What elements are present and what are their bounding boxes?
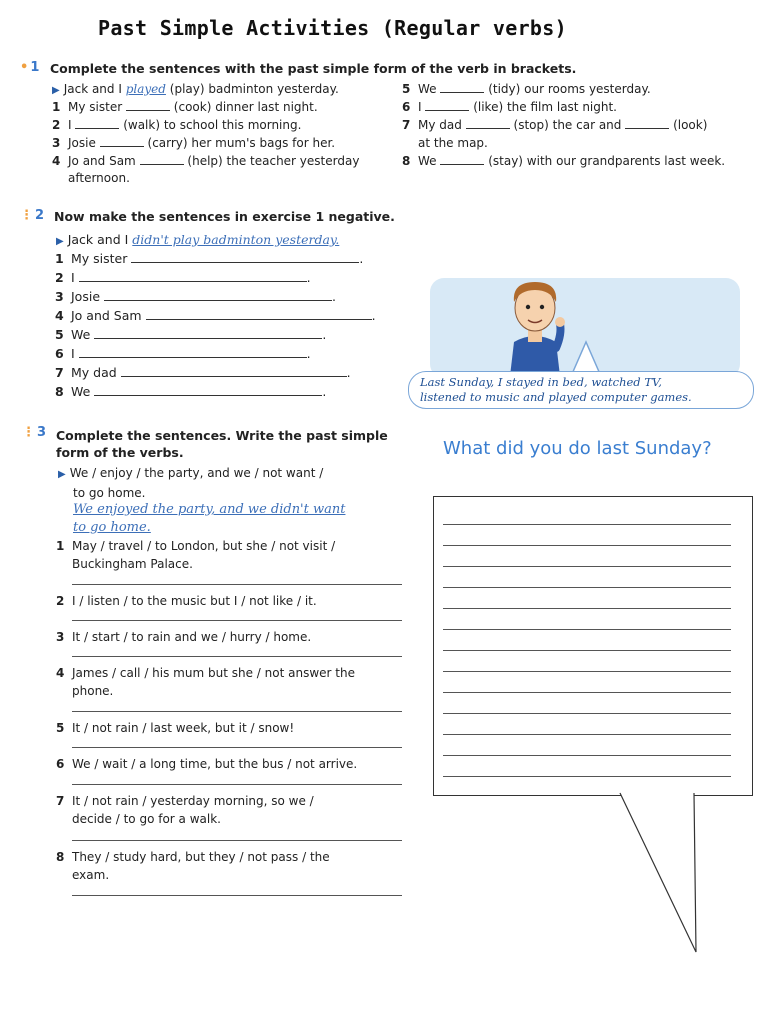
exercise-1-example: ▶ Jack and I played (play) badminton yesterday.	[52, 82, 339, 96]
exercise-2-item-1: 1 My sister .	[55, 251, 364, 266]
answer-line[interactable]	[94, 327, 322, 339]
writing-line[interactable]	[443, 755, 731, 756]
exercise-1-item-3: 3 Josie (carry) her mum's bags for her.	[52, 136, 336, 150]
exercise-2-example: ▶ Jack and I didn't play badminton yesterday.	[56, 232, 340, 247]
exercise-1-number: • 1	[20, 60, 40, 75]
answer-line[interactable]	[131, 251, 359, 263]
arrow-icon: ▶	[52, 85, 60, 96]
exercise-1-item-4-continuation: afternoon.	[68, 171, 130, 185]
answer-line[interactable]	[72, 895, 402, 896]
writing-line[interactable]	[443, 587, 731, 588]
example-answer: played	[125, 82, 166, 96]
exercise-2-item-7: 7 My dad .	[55, 365, 351, 380]
exercise-1-instruction: Complete the sentences with the past simple form of the verb in brackets.	[50, 61, 577, 76]
exercise-2-item-8: 8 We .	[55, 384, 327, 399]
exercise-3-instruction: Complete the sentences. Write the past simple form of the verbs.	[56, 428, 388, 460]
exercise-1-item-7-continuation: at the map.	[418, 136, 488, 150]
arrow-icon: ▶	[58, 469, 66, 480]
exercise-1-item-5: 5 We (tidy) our rooms yesterday.	[402, 82, 651, 96]
exercise-3-item-1: 1 May / travel / to London, but she / not visit / Buckingham Palace.	[56, 539, 336, 571]
answer-blank[interactable]	[625, 117, 669, 129]
writing-box-tail	[600, 792, 710, 962]
answer-line[interactable]	[72, 840, 402, 841]
answer-blank[interactable]	[140, 153, 184, 165]
answer-line[interactable]	[94, 384, 322, 396]
writing-line[interactable]	[443, 734, 731, 735]
exercise-2-item-6: 6 I .	[55, 346, 311, 361]
exercise-2-item-5: 5 We .	[55, 327, 327, 342]
exercise-3-item-2: 2 I / listen / to the music but I / not like / it.	[56, 594, 317, 608]
exercise-1-item-6: 6 I (like) the film last night.	[402, 100, 617, 114]
answer-line[interactable]	[79, 346, 307, 358]
exercise-2-item-3: 3 Josie .	[55, 289, 336, 304]
exercise-3-example-answer: We enjoyed the party, and we didn't want to go home.	[73, 502, 346, 535]
answer-line[interactable]	[72, 711, 402, 712]
exercise-1-item-4: 4 Jo and Sam (help) the teacher yesterday	[52, 154, 360, 168]
writing-line[interactable]	[443, 713, 731, 714]
answer-line[interactable]	[72, 656, 402, 657]
writing-line[interactable]	[443, 566, 731, 567]
writing-line[interactable]	[443, 650, 731, 651]
exercise-2-instruction: Now make the sentences in exercise 1 negative.	[54, 209, 395, 224]
exercise-3-example-prompt: ▶ We / enjoy / the party, and we / not want / to go home.	[58, 466, 324, 500]
speech-bubble-line-1: Last Sunday, I stayed in bed, watched TV,	[420, 375, 662, 389]
exercise-1-item-1: 1 My sister (cook) dinner last night.	[52, 100, 318, 114]
writing-line[interactable]	[443, 629, 731, 630]
arrow-icon: ▶	[56, 236, 64, 247]
answer-blank[interactable]	[425, 99, 469, 111]
writing-line[interactable]	[443, 524, 731, 525]
page-title: Past Simple Activities (Regular verbs)	[98, 16, 567, 40]
answer-line[interactable]	[72, 620, 402, 621]
writing-line[interactable]	[443, 671, 731, 672]
speech-bubble-text	[420, 375, 692, 405]
speech-bubble-line-2: listened to music and played computer games.	[420, 390, 692, 404]
answer-blank[interactable]	[466, 117, 510, 129]
exercise-3-item-7: 7 It / not rain / yesterday morning, so we / decide / to go for a walk.	[56, 794, 314, 826]
exercise-2-number: ⋮ 2	[20, 208, 45, 223]
exercise-3-number: ⋮ 3	[22, 425, 47, 440]
exercise-3-item-8: 8 They / study hard, but they / not pass / the exam.	[56, 850, 330, 882]
answer-blank[interactable]	[126, 99, 170, 111]
answer-line[interactable]	[72, 747, 402, 748]
exercise-2-item-4: 4 Jo and Sam .	[55, 308, 376, 323]
exercise-1-item-7: 7 My dad (stop) the car and (look)	[402, 118, 708, 132]
answer-line[interactable]	[72, 584, 402, 585]
exercise-3-item-6: 6 We / wait / a long time, but the bus / not arrive.	[56, 757, 358, 771]
exercise-3-item-4: 4 James / call / his mum but she / not answer the phone.	[56, 666, 355, 698]
boy-illustration	[490, 276, 580, 376]
answer-line[interactable]	[104, 289, 332, 301]
writing-question: What did you do last Sunday?	[443, 438, 712, 459]
writing-line[interactable]	[443, 692, 731, 693]
writing-line[interactable]	[443, 608, 731, 609]
writing-box[interactable]	[433, 496, 753, 796]
example-answer: didn't play badminton yesterday.	[132, 232, 340, 247]
writing-line[interactable]	[443, 776, 731, 777]
writing-line[interactable]	[443, 545, 731, 546]
exercise-1-item-8: 8 We (stay) with our grandparents last week.	[402, 154, 726, 168]
exercise-3-item-3: 3 It / start / to rain and we / hurry / home.	[56, 630, 312, 644]
answer-line[interactable]	[79, 270, 307, 282]
exercise-3-item-5: 5 It / not rain / last week, but it / snow!	[56, 721, 295, 735]
exercise-2-item-2: 2 I .	[55, 270, 311, 285]
exercise-1-item-2: 2 I (walk) to school this morning.	[52, 118, 302, 132]
answer-line[interactable]	[121, 365, 347, 377]
answer-line[interactable]	[146, 308, 372, 320]
answer-blank[interactable]	[75, 117, 119, 129]
answer-blank[interactable]	[100, 135, 144, 147]
answer-line[interactable]	[72, 784, 402, 785]
answer-blank[interactable]	[440, 153, 484, 165]
answer-blank[interactable]	[440, 81, 484, 93]
